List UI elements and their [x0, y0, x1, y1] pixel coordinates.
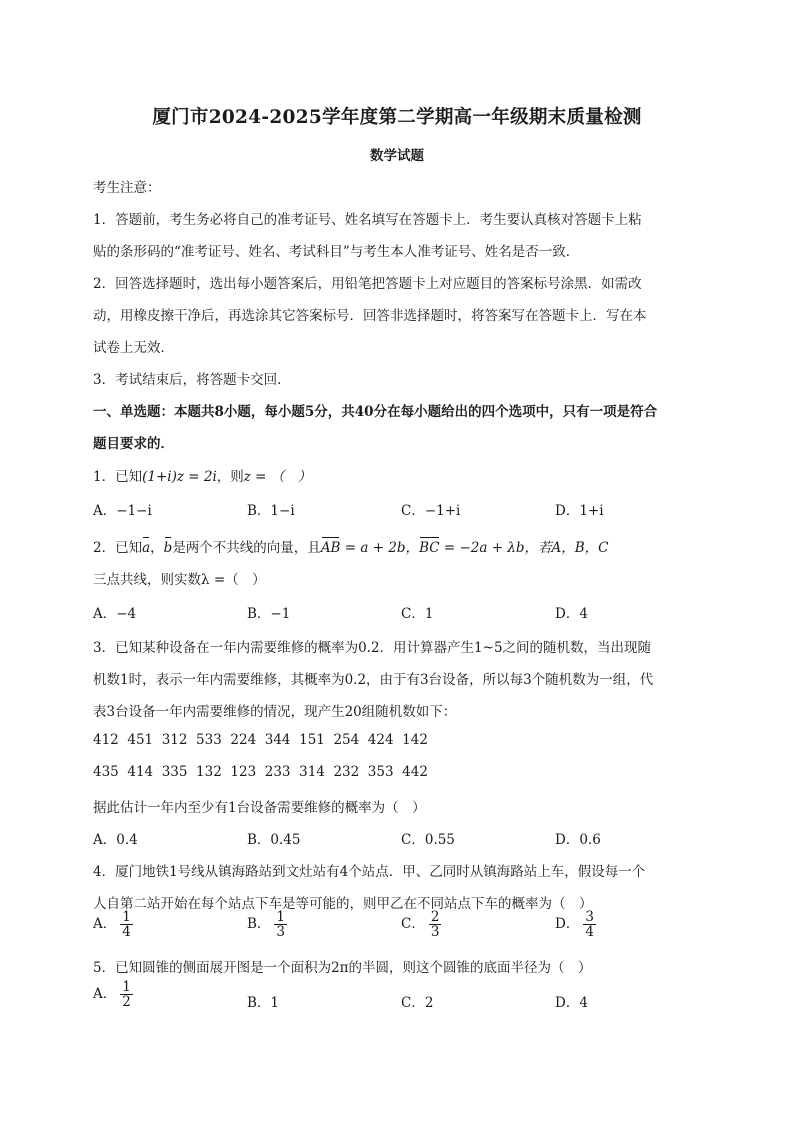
question-3-option-d: D．0.6 [555, 832, 601, 848]
question-3-option-c: C．0.55 [401, 832, 455, 848]
notice-item-2-line-2: 动，用橡皮擦干净后，再选涂其它答案标号．回答非选择题时，将答案写在答题卡上．写在本 [93, 308, 647, 324]
question-1-option-c: C．−1+i [401, 503, 461, 519]
section-heading-line-1: 一、单选题：本题共8小题，每小题5分，共40分在每小题给出的四个选项中，只有一项是符合 [93, 404, 658, 420]
question-5-option-a [93, 980, 133, 1009]
notice-item-1-line-2: 贴的条形码的“准考证号、姓名、考试科目”与考生本人准考证号、姓名是否一致． [93, 244, 580, 260]
notice-heading: 考生注意： [93, 180, 161, 196]
question-2-option-b: B．−1 [247, 606, 291, 622]
question-5-option-b: B．1 [247, 995, 280, 1011]
vector-b: b [163, 540, 173, 556]
question-2-stem-line-2: 三点共线，则实数λ =（ ） [93, 572, 266, 588]
question-4-option-c [401, 910, 441, 939]
question-3-option-a: A．0.4 [93, 832, 138, 848]
fraction-denominator: 2 [122, 994, 131, 1011]
question-3-line-2: 机数1时，表示一年内需要维修，其概率为0.2，由于有3台设备，所以每3个随机数为一组，代 [93, 672, 654, 688]
question-4-line-1: 4．厦门地铁1号线从镇海路站到文灶站有4个站点．甲、乙同时从镇海路站上车，假设每一个 [93, 864, 646, 880]
fraction-denominator: 4 [585, 924, 594, 941]
random-numbers-row-1: 412 451 312 533 224 344 151 254 424 142 [93, 732, 428, 748]
question-2-option-c: C．1 [401, 606, 434, 622]
question-1-stem [93, 465, 311, 485]
question-2-equation-2: = −2a + λb，若 [439, 540, 552, 556]
question-4-option-b [247, 910, 287, 939]
notice-item-2-line-3: 试卷上无效． [93, 340, 174, 356]
question-5-line-1: 5．已知圆锥的侧面展开图是一个面积为2π的半圆，则这个圆锥的底面半径为（ ） [93, 960, 592, 976]
question-2-prefix: 2．已知 [93, 540, 143, 556]
vector-ab: AB [320, 540, 341, 556]
question-4-option-d-fraction [583, 910, 596, 939]
question-4-option-a-label: A． [93, 916, 117, 933]
question-2-option-a: A．−4 [93, 606, 137, 622]
question-1-option-d: D．1+i [555, 503, 604, 519]
question-2-text: 是两个不共线的向量，且 [172, 540, 321, 556]
fraction-numerator: 3 [585, 909, 594, 925]
question-5-option-a-label: A． [93, 986, 117, 1003]
question-1-stem-ask: z = （ ） [243, 469, 312, 485]
section-heading-line-2: 题目要求的． [93, 436, 174, 452]
page-title: 厦门市2024-2025学年度第二学期高一年级期末质量检测 [152, 107, 642, 128]
fraction-numerator: 1 [122, 909, 131, 925]
question-1-option-b: B．1−i [247, 503, 295, 519]
fraction-numerator: 1 [276, 909, 286, 925]
question-5-option-c: C．2 [401, 995, 434, 1011]
random-numbers-row-2: 435 414 335 132 123 233 314 232 353 442 [93, 764, 428, 780]
notice-item-3: 3．考试结束后，将答题卡交回． [93, 372, 291, 388]
question-5-option-a-fraction [120, 980, 133, 1009]
question-3-line-1: 3．已知某种设备在一年内需要维修的概率为0.2．用计算器产生1~5之间的随机数，当出现随 [93, 640, 652, 656]
question-4-option-a [93, 910, 133, 939]
question-5-option-d: D．4 [555, 995, 588, 1011]
question-2-option-d: D．4 [555, 606, 588, 622]
question-4-option-c-fraction [429, 910, 442, 939]
question-1-stem-prefix: 1．已知 [93, 469, 143, 485]
page-subtitle: 数学试题 [370, 148, 424, 164]
notice-item-2-line-1: 2．回答选择题时，选出每小题答案后，用铅笔把答题卡上对应题目的答案标号涂黑．如需改 [93, 276, 642, 292]
fraction-denominator: 3 [276, 924, 286, 941]
question-3-option-b: B．0.45 [247, 832, 301, 848]
question-4-option-d-label: D． [555, 916, 580, 933]
question-4-line-2: 人自第二站开始在每个站点下车是等可能的，则甲乙在不同站点下车的概率为（ ） [93, 896, 593, 912]
question-3-line-3: 表3台设备一年内需要维修的情况，现产生20组随机数如下： [93, 704, 457, 720]
question-2-stem [93, 536, 609, 556]
question-4-option-b-label: B． [247, 916, 271, 933]
vector-a: a [142, 540, 151, 556]
fraction-numerator: 1 [122, 979, 131, 995]
fraction-denominator: 4 [122, 924, 131, 941]
notice-item-1-line-1: 1．答题前，考生务必将自己的准考证号、姓名填写在答题卡上．考生要认真核对答题卡上粘 [93, 212, 642, 228]
question-4-option-b-fraction [274, 910, 287, 939]
question-4-option-d [555, 910, 596, 939]
question-2-points: A，B，C [551, 540, 609, 556]
question-3-line-4: 据此估计一年内至少有1台设备需要维修的概率为（ ） [93, 800, 426, 816]
question-2-equation-1: = a + 2b， [340, 540, 420, 556]
question-4-option-c-label: C． [401, 916, 425, 933]
question-1-equation: (1+i)z = 2i [142, 469, 217, 485]
fraction-numerator: 2 [430, 909, 440, 925]
vector-bc: BC [419, 540, 440, 556]
fraction-denominator: 3 [430, 924, 440, 941]
question-1-option-a: A．−1−i [93, 503, 152, 519]
question-4-option-a-fraction [120, 910, 133, 939]
question-1-stem-mid: ，则 [216, 469, 244, 485]
question-2-separator: ， [150, 540, 164, 556]
